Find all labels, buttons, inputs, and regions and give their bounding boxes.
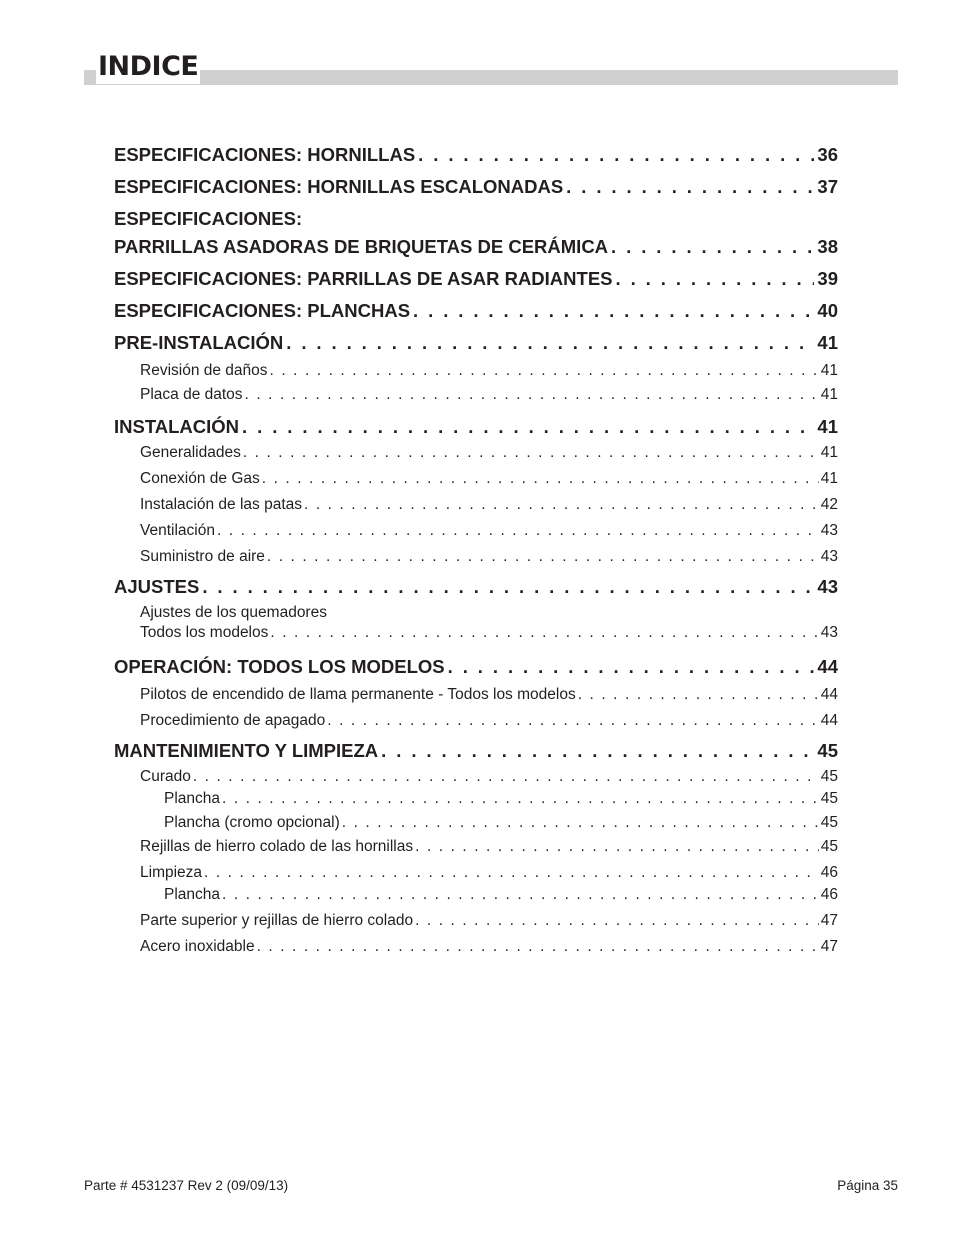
toc-leader-dots [193,768,819,786]
toc-entry-line [114,864,838,882]
toc-entry-label: Limpieza [140,864,203,881]
toc-entry-page: 44 [817,656,838,677]
toc-entry[interactable] [114,416,838,438]
toc-entry-page: 44 [820,686,838,703]
toc-entry-label: ESPECIFICACIONES: PLANCHAS [114,300,411,321]
toc-entry-label: Conexión de Gas [140,470,260,487]
toc-entry[interactable] [114,496,838,514]
toc-leader-dots [578,686,819,704]
toc-entry-page: 37 [817,176,838,197]
toc-leader-dots [242,416,814,438]
toc-entry-label: ESPECIFICACIONES: HORNILLAS ESCALONADAS [114,176,564,197]
toc-entry-line [114,470,838,488]
toc-entry[interactable] [114,444,838,462]
toc-entry-line [114,624,838,642]
toc-entry-page: 45 [820,790,838,807]
toc-leader-dots [267,548,819,566]
toc-entry-label: Plancha [164,790,221,807]
toc-entry-page: 45 [820,768,838,785]
toc-entry[interactable] [114,886,838,904]
toc-entry-line [114,332,838,354]
toc-leader-dots [342,814,819,832]
toc-entry-label-line1: ESPECIFICACIONES: [114,208,303,229]
toc-entry[interactable] [114,604,838,642]
toc-entry-page: 42 [820,496,838,513]
toc-entry-line [114,362,838,380]
toc-entry-label: Plancha [164,886,221,903]
toc-leader-dots [616,268,815,290]
toc-entry-label: Instalación de las patas [140,496,302,513]
toc-entry[interactable] [114,332,838,354]
toc-entry-line [114,176,838,198]
toc-leader-dots [270,362,819,380]
toc-entry-label: Suministro de aire [140,548,265,565]
toc-leader-dots [418,144,814,166]
toc-entry-label: Rejillas de hierro colado de las hornillas [140,838,414,855]
toc-leader-dots [243,444,819,462]
toc-leader-dots [257,938,819,956]
toc-entry-page: 45 [820,814,838,831]
toc-leader-dots [304,496,819,514]
toc-entry-line [114,686,838,704]
toc-entry-page: 40 [817,300,838,321]
toc-entry[interactable] [114,470,838,488]
toc-entry-line [114,768,838,786]
toc-entry-label-line1: Ajustes de los quemadores [140,604,327,621]
toc-entry-label: MANTENIMIENTO Y LIMPIEZA [114,740,379,761]
toc-entry-page: 46 [820,886,838,903]
toc-entry-line [114,838,838,856]
toc-entry-page: 43 [817,576,838,597]
toc-entry-page: 41 [820,470,838,487]
toc-entry-page: 45 [817,740,838,761]
toc-entry-line [114,416,838,438]
toc-entry-label: Ventilación [140,522,215,539]
toc-entry-line [114,386,838,404]
footer-part-number: Parte # 4531237 Rev 2 (09/09/13) [84,1178,289,1193]
toc-entry-line [114,496,838,514]
toc-entry[interactable] [114,548,838,566]
toc-entry-line [114,712,838,730]
toc-leader-dots [204,864,819,882]
toc-entry-line [114,236,838,258]
toc-entry-line [114,886,838,904]
toc-entry-label: AJUSTES [114,576,200,597]
toc-entry-label: Todos los modelos [140,624,269,641]
toc-entry-line [114,790,838,808]
toc-entry-page: 47 [820,912,838,929]
toc-leader-dots [415,912,819,930]
toc-entry[interactable] [114,176,838,198]
toc-entry-label: ESPECIFICACIONES: HORNILLAS [114,144,416,165]
toc-entry-label: Generalidades [140,444,241,461]
toc-entry[interactable] [114,740,838,762]
toc-entry-label: Revisión de daños [140,362,268,379]
toc-entry-label: INSTALACIÓN [114,416,240,437]
toc-entry-label: Procedimiento de apagado [140,712,326,729]
toc-entry-page: 41 [817,332,838,353]
toc-entry[interactable] [114,912,838,930]
toc-leader-dots [381,740,814,762]
toc-entry-page: 46 [820,864,838,881]
toc-entry-page: 43 [820,624,838,641]
toc-entry-line [114,522,838,540]
toc-entry-line [114,548,838,566]
toc-entry[interactable] [114,576,838,598]
toc-entry-page: 41 [817,416,838,437]
toc-entry-page: 43 [820,522,838,539]
toc-entry[interactable] [114,814,838,832]
toc-leader-dots [222,886,819,904]
toc-entry[interactable] [114,686,838,704]
toc-entry[interactable] [114,768,838,786]
toc-leader-dots [611,236,814,258]
toc-leader-dots [245,386,819,404]
toc-entry[interactable] [114,656,838,678]
toc-entry-label: Curado [140,768,191,785]
toc-entry[interactable] [114,522,838,540]
toc-entry[interactable] [114,790,838,808]
footer-page-number: Página 35 [837,1178,898,1193]
toc-entry[interactable] [114,712,838,730]
toc-entry-label: OPERACIÓN: TODOS LOS MODELOS [114,656,445,677]
toc-leader-dots [415,838,819,856]
toc-leader-dots [566,176,814,198]
toc-entry-label: Parte superior y rejillas de hierro colado [140,912,414,929]
toc-entry-line [114,144,838,166]
toc-entry-line [114,576,838,598]
toc-entry-line [114,740,838,762]
toc-entry-line [114,938,838,956]
toc-entry-page: 41 [820,362,838,379]
toc-entry[interactable] [114,362,838,380]
toc-entry-page: 47 [820,938,838,955]
toc-entry-line [114,656,838,678]
header-bar [84,70,898,85]
toc-leader-dots [202,576,814,598]
toc-entry[interactable] [114,268,838,290]
toc-entry[interactable] [114,144,838,166]
toc-entry-page: 39 [817,268,838,289]
toc-leader-dots [217,522,819,540]
toc-entry-label: PRE-INSTALACIÓN [114,332,284,353]
toc-entry-page: 43 [820,548,838,565]
toc-entry-label: Pilotos de encendido de llama permanente - Todos los modelos [140,686,576,703]
toc-leader-dots [270,624,818,642]
toc-leader-dots [327,712,818,730]
toc-entry-page: 38 [817,236,838,257]
toc-leader-dots [413,300,814,322]
toc-leader-dots [448,656,815,678]
toc-entry-line [114,300,838,322]
toc-entry[interactable] [114,938,838,956]
toc-entry-line [114,814,838,832]
toc-leader-dots [262,470,819,488]
toc-entry[interactable] [114,386,838,404]
toc-leader-dots [286,332,814,354]
toc-entry-label: PARRILLAS ASADORAS DE BRIQUETAS DE CERÁMICA [114,236,609,257]
toc-entry-line [114,444,838,462]
toc-entry-page: 41 [820,444,838,461]
toc-entry[interactable] [114,838,838,856]
toc-entry[interactable] [114,300,838,322]
toc-entry-label: Placa de datos [140,386,243,403]
toc-entry-line [114,912,838,930]
page-title: INDICE [98,51,199,82]
toc-entry-line [114,268,838,290]
toc-entry-page: 36 [817,144,838,165]
toc-entry-page: 45 [820,838,838,855]
toc-entry-label: ESPECIFICACIONES: PARRILLAS DE ASAR RADIANTES [114,268,613,289]
toc-entry-page: 41 [820,386,838,403]
toc-entry-label: Plancha (cromo opcional) [164,814,340,831]
toc-entry-label: Acero inoxidable [140,938,255,955]
toc-entry[interactable] [114,864,838,882]
toc-leader-dots [222,790,819,808]
toc-entry-page: 44 [820,712,838,729]
toc-entry[interactable] [114,208,838,258]
